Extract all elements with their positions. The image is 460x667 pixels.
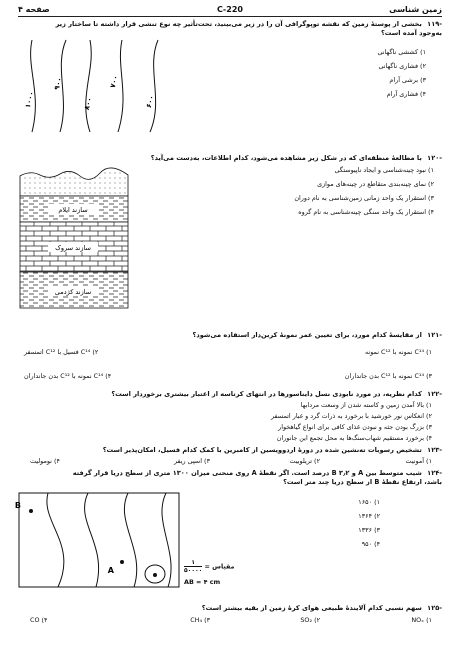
header-code: 220-C	[217, 5, 243, 14]
question-123	[18, 446, 442, 455]
question-119	[18, 20, 442, 38]
option-1[interactable]: ۱) C¹⁴ نمونه با C¹² نمونه	[365, 348, 432, 356]
question-number: -۱۲۴	[427, 469, 442, 477]
header-subject: زمین شناسی	[389, 5, 442, 14]
question-number: -۱۲۰	[427, 154, 442, 162]
option-3[interactable]: ۳) C¹⁴ نمونه با C¹² بدن جانداران	[344, 372, 432, 380]
option-3[interactable]: ۳) CH₄	[190, 616, 210, 624]
question-124	[18, 469, 442, 487]
scale-label: مقیاس =	[204, 562, 235, 571]
option-1[interactable]: ۱) ۱۶۵۰	[358, 498, 380, 506]
question-text: با مطالعهٔ منطقه‌ای که در شکل زیر مشاهده می‌شود، کدام اطلاعات، به‌دست می‌آید؟	[150, 154, 422, 162]
question-122	[18, 390, 442, 399]
question-number: -۱۲۱	[427, 331, 442, 339]
option-4[interactable]: ۴) نومولیت	[30, 457, 60, 465]
layer-label: سازند سروک	[55, 244, 91, 252]
question-text: باشد، ارتفاع نقطهٔ B از سطح دریا چند متر است؟	[283, 478, 442, 486]
question-text: شیب متوسط بین A و B ۳٫۲ درصد است. اگر نقطهٔ A روی منحنی میزان ۱۳۰۰ متری از سطح دریا قرار گرفته	[72, 469, 422, 477]
option-2[interactable]: ۲) فشاری ناگهانی	[378, 62, 426, 70]
contour-map-124	[14, 492, 180, 588]
option-3[interactable]: ۳) ۱۳۳۶	[358, 526, 380, 534]
question-number: -۱۲۵	[427, 604, 442, 612]
map-scale	[184, 559, 235, 574]
header-page: صفحه ۴	[18, 5, 50, 14]
ab-distance: AB = ۴ cm	[184, 578, 221, 586]
option-4[interactable]: ۴) CO	[30, 616, 48, 624]
option-2[interactable]: ۲) ۱۳۶۴	[358, 512, 380, 520]
contour-label: ۸۰۰	[82, 96, 94, 111]
scale-fraction	[184, 559, 202, 574]
layer-label: سازند ایلام	[58, 206, 88, 214]
option-4[interactable]: ۴) ۹۵۰	[361, 540, 380, 548]
option-4[interactable]: ۴) برخورد مستقیم شهاب‌سنگ‌ها به محل تجمع این جانوران	[276, 434, 432, 442]
layer-label: سازند کژدمی	[54, 288, 92, 296]
header-rule	[18, 16, 442, 17]
option-3[interactable]: ۳) اسپی ریفر	[173, 457, 210, 465]
question-text: به‌وجود آمده است؟	[380, 29, 442, 37]
option-1[interactable]: ۱) کششی ناگهانی	[377, 48, 426, 56]
question-text: تشخیص رسوبات ته‌نشین شده در دورهٔ اردوویسین از کامبرین با کمک کدام فسیل، امکان‌پذیر است؟	[102, 446, 422, 454]
contour-label: ۷۰۰	[108, 74, 120, 89]
option-3[interactable]: ۳) بزرگ بودن جثه و نبودن غذای کافی برای انواع گیاهخوار	[278, 423, 432, 431]
scale-numerator: ۱	[184, 559, 202, 567]
question-121	[18, 331, 442, 340]
option-3[interactable]: ۳) استقرار یک واحد زمانی زمین‌شناسی به نام دوران	[294, 194, 434, 202]
question-120	[18, 154, 442, 163]
contour-label: ۱۰۰۰	[23, 90, 36, 110]
option-4[interactable]: ۴) استقرار یک واحد سنگی چینه‌شناسی به نام گروه	[298, 208, 434, 216]
option-1[interactable]: ۱) نبود چینه‌شناسی و ایجاد ناپیوستگی	[334, 166, 434, 174]
option-3[interactable]: ۳) برشی آرام	[389, 76, 426, 84]
topographic-map-119	[18, 38, 190, 134]
contour-label: ۶۰۰	[144, 94, 156, 109]
option-2[interactable]: ۲) C¹⁴ فسیل با C¹² اتمسفر	[24, 348, 99, 356]
point-a-label: A	[107, 566, 114, 575]
contour-label: ۹۰۰	[52, 76, 64, 91]
option-2[interactable]: ۲) SO₂	[300, 616, 320, 624]
scale-denominator: ۵۰۰۰۰	[184, 567, 203, 574]
point-b-label: B	[14, 501, 21, 510]
question-text: از مقایسهٔ کدام مورد، برای تعیین عمر نمونهٔ کربن‌دار استفاده می‌شود؟	[192, 331, 422, 339]
option-2[interactable]: ۲) نمای چینه‌بندی متقاطع در چینه‌های موازی	[317, 180, 434, 188]
option-4[interactable]: ۴) C¹⁴ نمونه با C¹² بدن جانداران	[24, 372, 112, 380]
option-2[interactable]: ۲) تریلوبیت	[289, 457, 320, 465]
stratigraphy-diagram-120	[18, 166, 130, 310]
question-number: -۱۲۳	[427, 446, 442, 454]
option-4[interactable]: ۴) فشاری آرام	[386, 90, 426, 98]
option-1[interactable]: ۱) NOₓ	[411, 616, 432, 624]
question-text: کدام نظریه، در مورد نابودی نسل دایناسورها در انتهای کرتاسه از اعتبار بیشتری برخوردار است؟	[111, 390, 422, 398]
question-text: بخشی از پوستهٔ زمین که نقشه توپوگرافی آن را در زیر می‌بینید، تحت‌تأثیر چه نوع تنشی قرار داشته تا ساختار زیر	[55, 20, 422, 28]
question-text: سهم نسبی کدام آلایندهٔ طبیعی هوای کرهٔ زمین از بقیه بیشتر است؟	[201, 604, 422, 612]
option-1[interactable]: ۱) آمونیت	[405, 457, 432, 465]
question-number: -۱۲۲	[427, 390, 442, 398]
option-1[interactable]: ۱) بالا آمدن زمین و کاسته شدن از وسعت مردابها	[300, 401, 432, 409]
question-number: -۱۱۹	[427, 20, 442, 28]
question-125	[18, 604, 442, 613]
option-2[interactable]: ۲) انعکاس نور خورشید با برخورد به ذرات گرد و غبار اتمسفر	[271, 412, 432, 420]
